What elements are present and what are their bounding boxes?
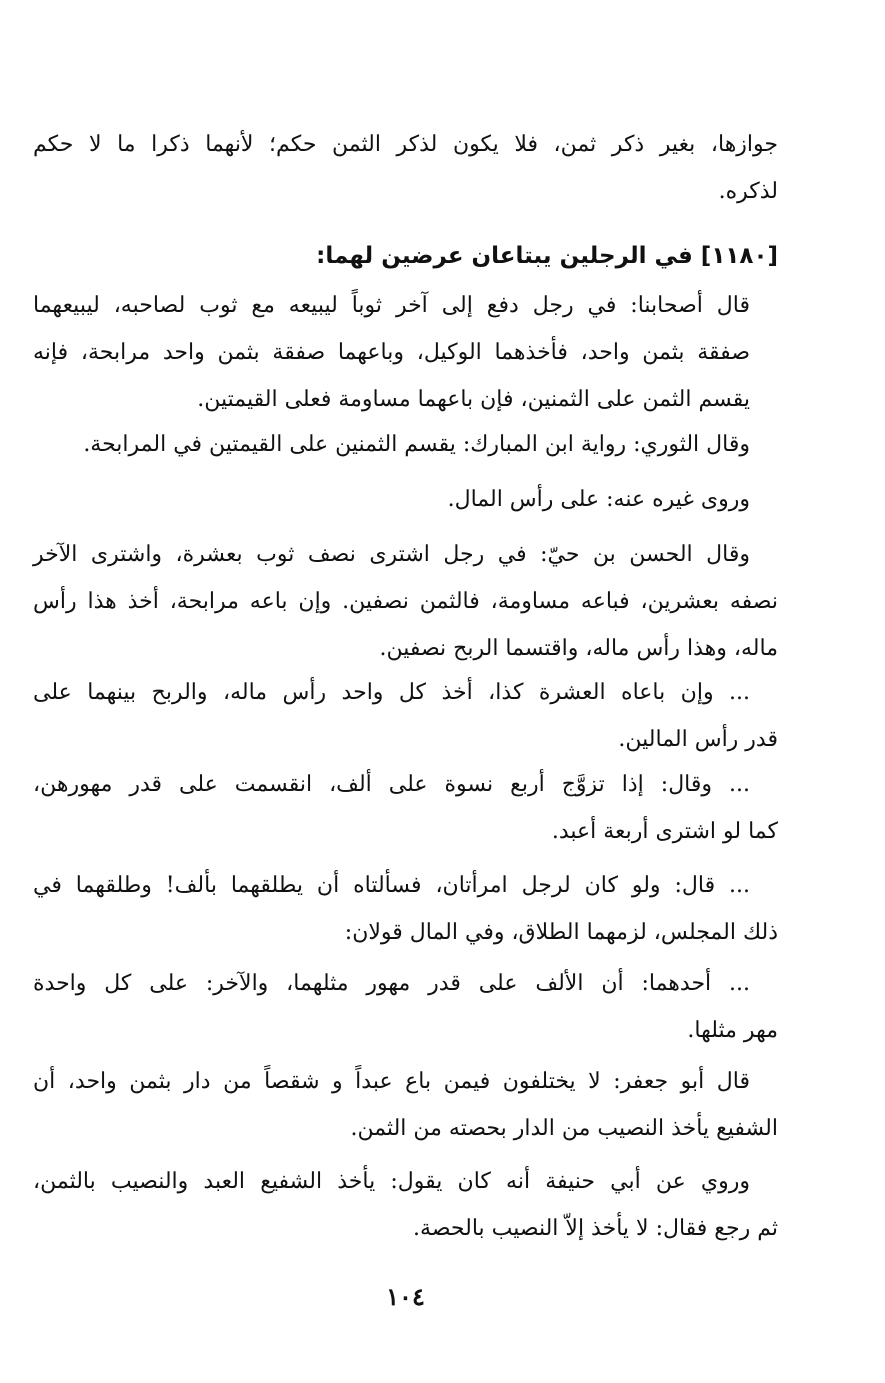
paragraph [33, 476, 778, 523]
paragraph [33, 282, 778, 423]
section-heading: [١١٨٠] في الرجلين يبتاعان عرضين لهما: [316, 243, 778, 269]
text-line: قدر رأس المالين. [618, 727, 778, 752]
text-line: قال أبو جعفر: لا يختلفون فيمن باع عبداً و شقصاً من دار بثمن واحد، أن [33, 1069, 750, 1094]
text-line: ماله، وهذا رأس ماله، واقتسما الربح نصفين. [379, 636, 778, 661]
paragraph [33, 1058, 778, 1152]
text-line: لذكره. [718, 179, 778, 204]
text-line: قال أصحابنا: في رجل دفع إلى آخر ثوباً ليبيعه مع ثوب لصاحبه، ليبيعهما [33, 293, 750, 318]
text-line: صفقة بثمن واحد، فأخذهما الوكيل، وباعهما صفقة بثمن واحد مرابحة، فإنه [33, 340, 750, 365]
text-line: وروي عن أبي حنيفة أنه كان يقول: يأخذ الشفيع العبد والنصيب بالثمن، [33, 1169, 750, 1194]
text-line: ... وإن باعاه العشرة كذا، أخذ كل واحد رأس ماله، والربح بينهما على [33, 680, 750, 705]
paragraph [33, 862, 778, 956]
paragraph-continuation [33, 121, 778, 215]
text-line: جوازها، بغير ذكر ثمن، فلا يكون لذكر الثمن حكم؛ لأنهما ذكرا ما لا حكم [33, 132, 778, 157]
text-line: ... أحدهما: أن الألف على قدر مهور مثلهما، والآخر: على كل واحدة [33, 971, 750, 996]
paragraph [33, 1158, 778, 1252]
text-line: يقسم الثمن على الثمنين، فإن باعهما مساومة فعلى القيمتين. [197, 387, 750, 412]
text-line: ... قال: ولو كان لرجل امرأتان، فسألتاه أن يطلقهما بألف! وطلقهما في [33, 873, 750, 898]
text-line: مهر مثلها. [687, 1018, 778, 1043]
paragraph [33, 960, 778, 1054]
paragraph [33, 421, 778, 468]
paragraph [33, 669, 778, 763]
text-line: وقال الثوري: رواية ابن المبارك: يقسم الثمنين على القيمتين في المرابحة. [83, 432, 750, 457]
text-line: وقال الحسن بن حيّ: في رجل اشترى نصف ثوب بعشرة، واشترى الآخر [33, 542, 750, 567]
text-line: ثم رجع فقال: لا يأخذ إلاّ النصيب بالحصة. [413, 1216, 778, 1241]
text-line: وروى غيره عنه: على رأس المال. [447, 487, 750, 512]
text-line: ... وقال: إذا تزوَّج أربع نسوة على ألف، انقسمت على قدر مهورهن، [33, 772, 750, 797]
paragraph [33, 761, 778, 855]
text-line: الشفيع يأخذ النصيب من الدار بحصته من الثمن. [350, 1116, 778, 1141]
text-line: نصفه بعشرين، فباعه مساومة، فالثمن نصفين. وإن باعه مرابحة، أخذ هذا رأس [33, 589, 778, 614]
paragraph [33, 531, 778, 672]
book-page [33, 0, 778, 1383]
text-line: كما لو اشترى أربعة أعبد. [551, 819, 778, 844]
text-line: ذلك المجلس، لزمهما الطلاق، وفي المال قولان: [344, 920, 778, 945]
page-number: ١٠٤ [386, 1282, 425, 1311]
